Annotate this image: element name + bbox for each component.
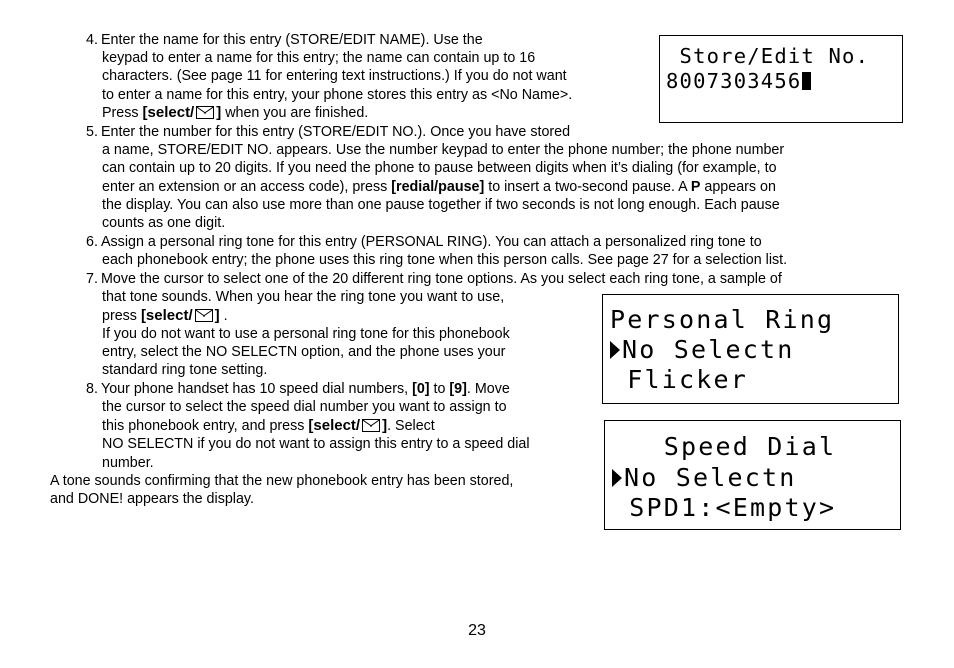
- step-5-line-2: a name, STORE/EDIT NO. appears. Use the number keypad to enter the phone number; the phone number: [102, 142, 785, 158]
- redial-pause-key-label: [redial/pause]: [391, 179, 485, 195]
- step-6-number: 6.: [86, 234, 98, 250]
- lcd-ring-line-2: [610, 335, 795, 364]
- step-5-line-3: can contain up to 20 digits. If you need the phone to pause between digits when it’s dialing (for example, to: [102, 160, 777, 176]
- step-4-line-1: [86, 31, 483, 49]
- step-8-line-5: number.: [102, 455, 154, 471]
- step-7-line-4: If you do not want to use a personal ring tone for this phonebook: [102, 326, 510, 342]
- select-key-close: ]: [216, 104, 222, 121]
- select-key-label: [143, 104, 222, 121]
- step-4-line-4: to enter a name for this entry, your phone stores this entry as <No Name>.: [102, 87, 573, 103]
- step-8-line-1: [86, 380, 510, 398]
- step-8-line-2: the cursor to select the speed dial number you want to assign to: [102, 399, 507, 415]
- step-4-line-3: characters. (See page 11 for entering text instructions.) If you do not want: [102, 68, 567, 84]
- select-key-text: [select/: [308, 417, 361, 434]
- step-8-text-c: . Move: [466, 381, 510, 397]
- step-7-line-5: entry, select the NO SELECTN option, and the phone uses your: [102, 344, 506, 360]
- step-7-line-6: standard ring tone setting.: [102, 362, 268, 378]
- step-5-number: 5.: [86, 124, 98, 140]
- envelope-icon: [362, 419, 380, 432]
- step-8-press: this phonebook entry, and press: [102, 418, 309, 434]
- step-4-press: Press: [102, 105, 143, 121]
- step-7-period: .: [219, 308, 228, 324]
- step-5-text-a: enter an extension or an access code), press: [102, 179, 392, 195]
- select-key-label: [308, 417, 387, 434]
- lcd-store-edit-number: [659, 35, 903, 123]
- step-4-finished: when you are finished.: [221, 105, 369, 121]
- step-4-line-5: [102, 104, 368, 122]
- select-key-text: [select/: [142, 104, 195, 121]
- lcd-speed-line-1: Speed Dial: [612, 432, 837, 461]
- step-5-line-5: the display. You can also use more than one pause together if two seconds is not long enough. Each pause: [102, 197, 780, 213]
- step-8-text-a: Your phone handset has 10 speed dial numbers,: [101, 381, 413, 397]
- pause-symbol: P: [690, 179, 701, 195]
- selection-arrow-icon: [612, 469, 622, 487]
- envelope-icon: [196, 106, 214, 119]
- step-5-line-6: counts as one digit.: [102, 215, 226, 231]
- select-key-label: [141, 307, 220, 324]
- step-5-text: Enter the number for this entry (STORE/EDIT NO.). Once you have stored: [101, 124, 571, 140]
- step-4-number: 4.: [86, 32, 98, 48]
- step-5-line-4: [102, 178, 776, 196]
- step-7-line-3: [102, 307, 228, 325]
- lcd-speed-line-3: SPD1:<Empty>: [612, 493, 837, 522]
- step-6-line-2: each phonebook entry; the phone uses this ring tone when this person calls. See page 27 for a selection list.: [102, 252, 788, 268]
- lcd-speed-line-2: [612, 463, 797, 492]
- select-key-close: ]: [214, 307, 220, 324]
- select-key-close: ]: [382, 417, 388, 434]
- key-9-label: [9]: [449, 381, 467, 397]
- step-4-line-2: keypad to enter a name for this entry; the name can contain up to 16: [102, 50, 536, 66]
- lcd-ring-option-selected: No Selectn: [622, 335, 795, 364]
- lcd-cursor-block: [802, 72, 811, 90]
- step-6-line-1: [86, 233, 762, 251]
- step-7-number: 7.: [86, 271, 98, 287]
- step-7-press: press: [102, 308, 141, 324]
- closing-line-1: A tone sounds confirming that the new phonebook entry has been stored,: [50, 473, 514, 489]
- key-0-label: [0]: [412, 381, 430, 397]
- step-8-line-4: NO SELECTN if you do not want to assign this entry to a speed dial: [102, 436, 530, 452]
- step-5-line-1: [86, 123, 570, 141]
- step-6-text: Assign a personal ring tone for this entry (PERSONAL RING). You can attach a personalized ring tone to: [101, 234, 762, 250]
- step-7-line-1: [86, 270, 782, 288]
- closing-line-2: and DONE! appears the display.: [50, 491, 254, 507]
- step-5-text-c: appears on: [700, 179, 776, 195]
- lcd-personal-ring: [602, 294, 899, 404]
- step-8-number: 8.: [86, 381, 98, 397]
- step-8-line-3: [102, 417, 435, 435]
- lcd-speed-dial: [604, 420, 901, 530]
- step-7-text: Move the cursor to select one of the 20 different ring tone options. As you select each ring tone, a sample of: [101, 271, 782, 287]
- lcd-store-line-2: [666, 69, 811, 93]
- lcd-ring-line-3: Flicker: [610, 365, 749, 394]
- page-number: 23: [468, 622, 486, 639]
- step-7-line-2: that tone sounds. When you hear the ring tone you want to use,: [102, 289, 505, 305]
- selection-arrow-icon: [610, 341, 620, 359]
- step-4-text-b: . Use the: [425, 32, 483, 48]
- envelope-icon: [195, 309, 213, 322]
- step-4-text: Enter the name for this entry (STORE/EDIT NAME): [101, 32, 426, 48]
- step-5-text-b: to insert a two-second pause. A: [484, 179, 691, 195]
- lcd-store-line-1: Store/Edit No.: [666, 44, 870, 68]
- lcd-ring-line-1: Personal Ring: [610, 305, 835, 334]
- lcd-store-number: 8007303456: [666, 69, 802, 93]
- select-key-text: [select/: [140, 307, 193, 324]
- step-8-select: . Select: [387, 418, 435, 434]
- step-8-text-b: to: [429, 381, 450, 397]
- lcd-speed-option-selected: No Selectn: [624, 463, 797, 492]
